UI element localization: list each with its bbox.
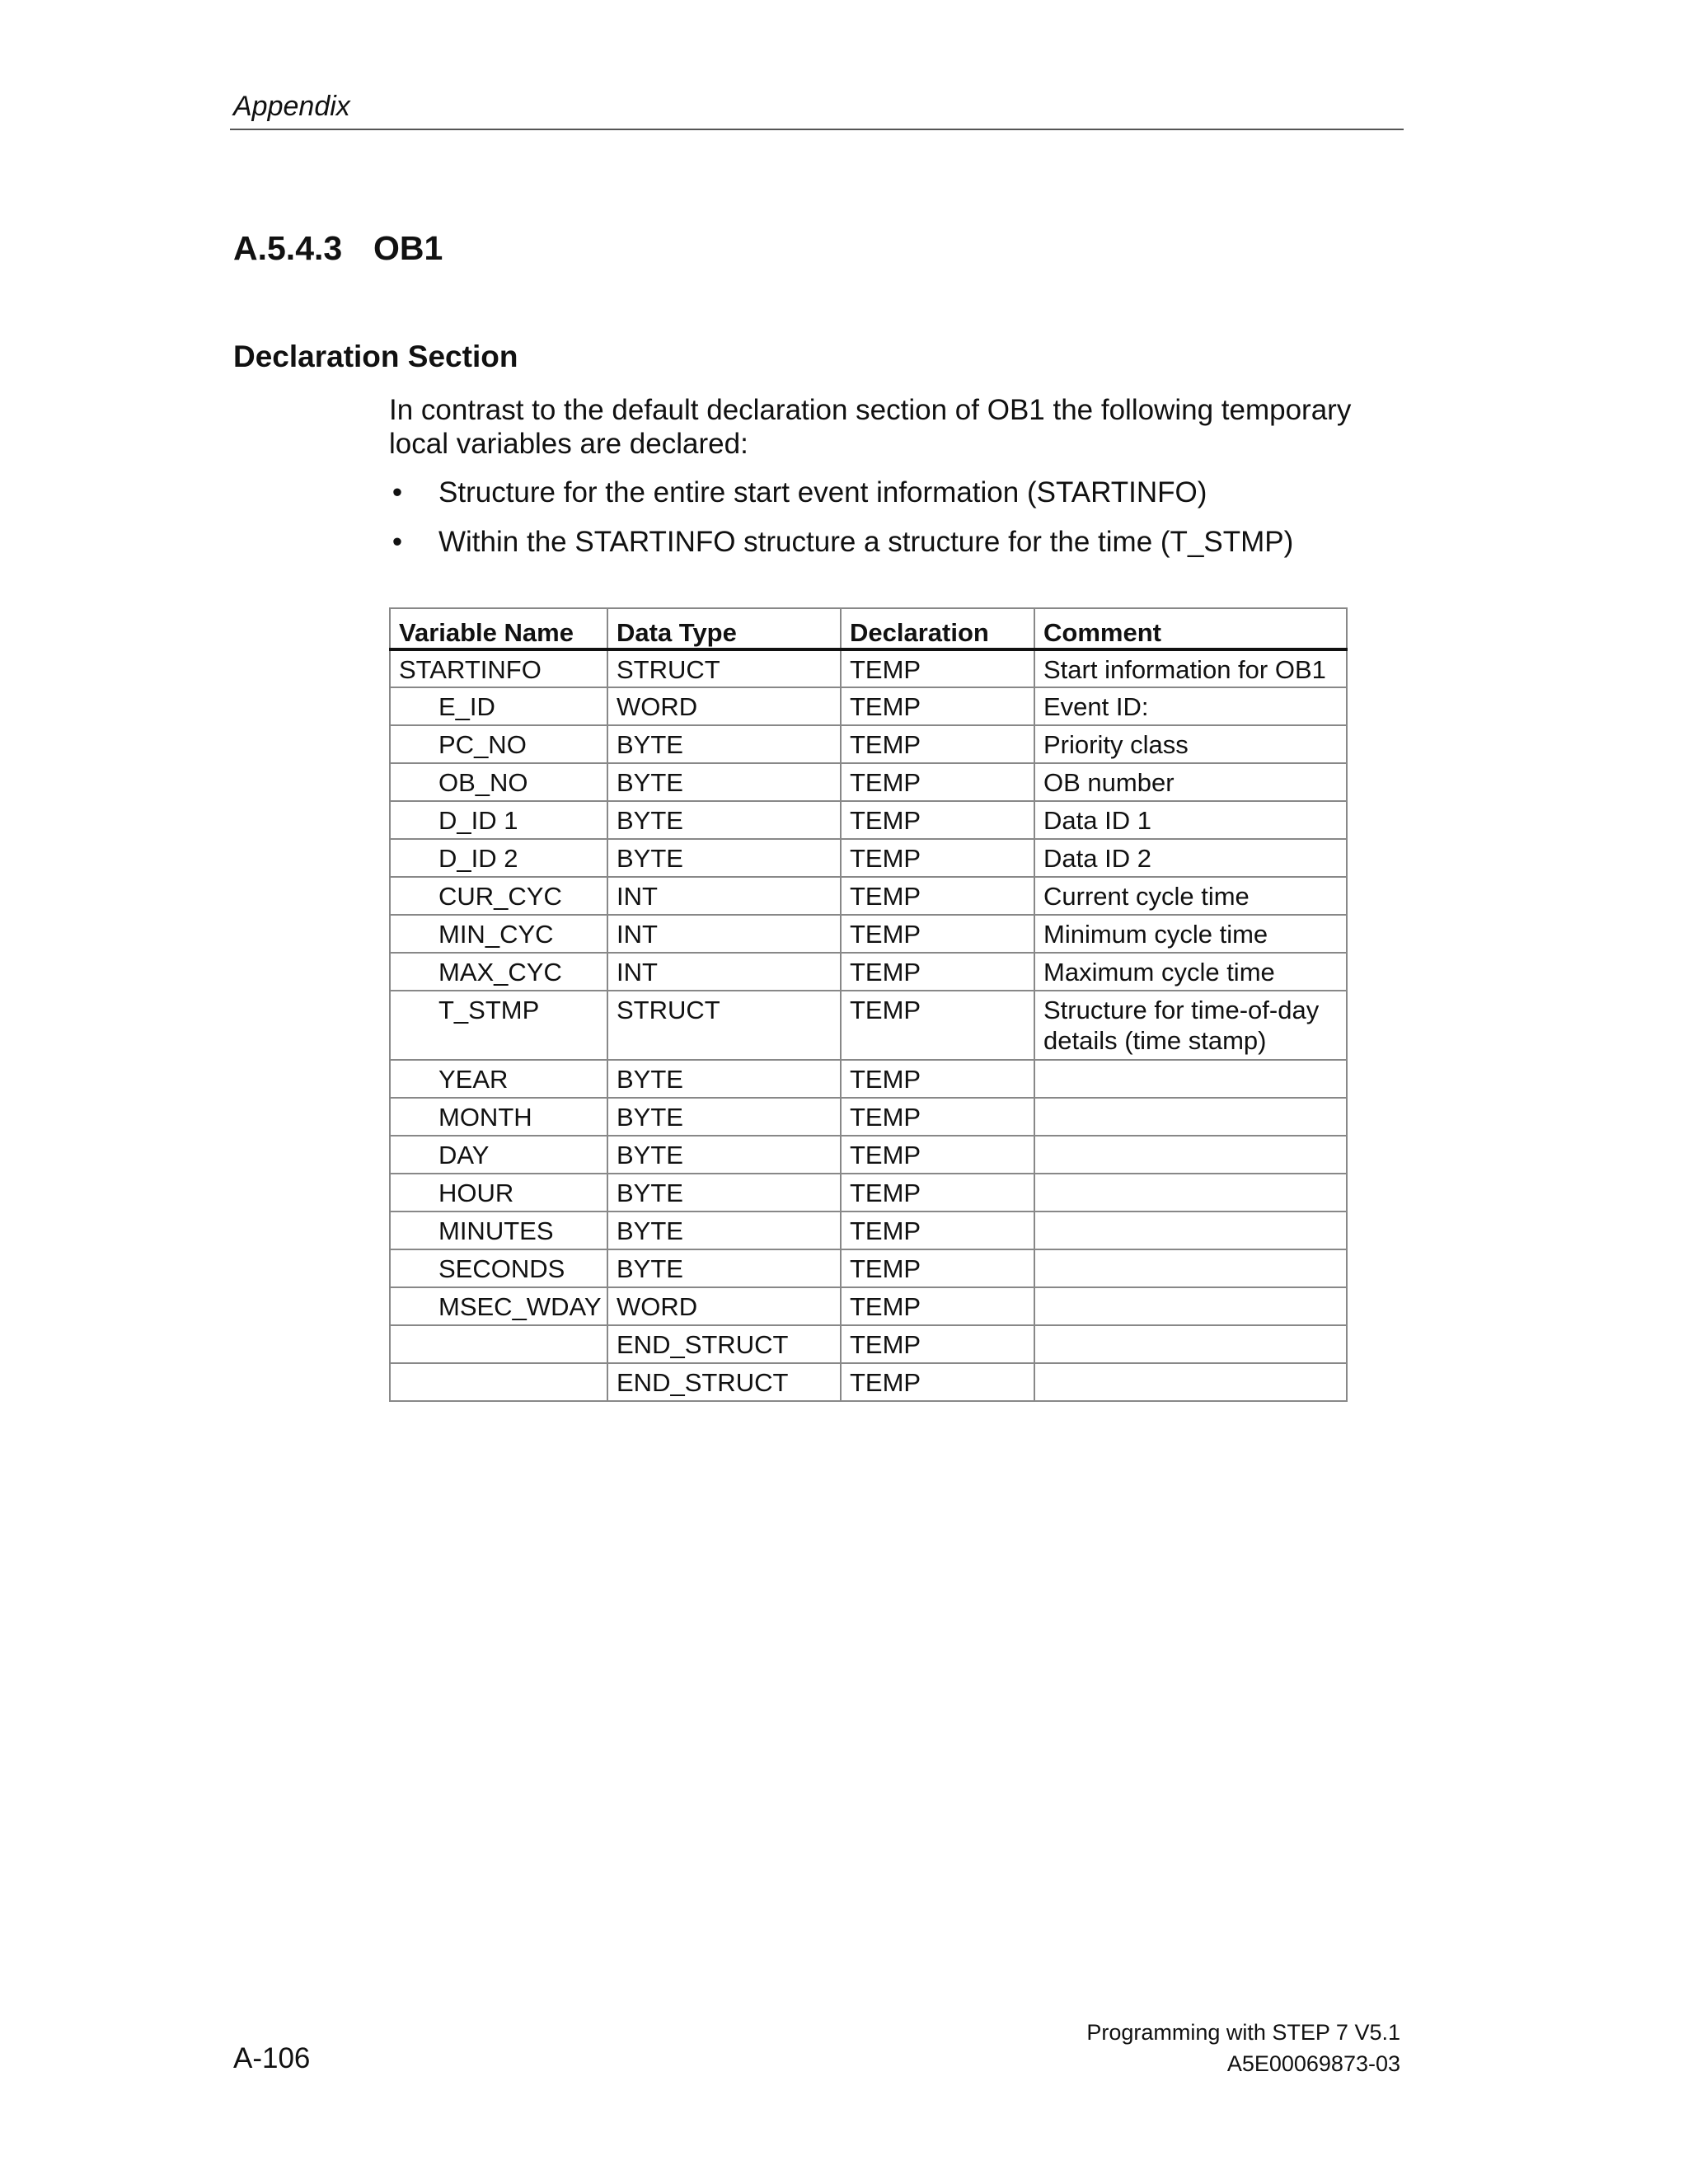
cell-data-type: BYTE — [607, 1060, 841, 1098]
page-number: A-106 — [233, 2042, 311, 2074]
cell-variable-name: MAX_CYC — [390, 953, 607, 991]
cell-data-type: BYTE — [607, 801, 841, 839]
cell-variable-name: DAY — [390, 1136, 607, 1174]
table-row — [390, 1060, 1347, 1098]
cell-comment: Data ID 2 — [1034, 839, 1347, 877]
cell-declaration: TEMP — [841, 991, 1034, 1060]
header-comment: Comment — [1034, 608, 1347, 649]
cell-variable-name: MONTH — [390, 1098, 607, 1136]
cell-data-type: END_STRUCT — [607, 1325, 841, 1363]
table-row — [390, 687, 1347, 725]
header-rule — [230, 129, 1404, 130]
section-title — [233, 229, 443, 268]
cell-variable-name: OB_NO — [390, 763, 607, 801]
cell-data-type: BYTE — [607, 1249, 841, 1287]
subheading: Declaration Section — [233, 340, 518, 373]
intro-paragraph: In contrast to the default declaration section of OB1 the following temporary local variables are declared: — [389, 394, 1352, 460]
table-header-row — [390, 608, 1347, 649]
cell-declaration: TEMP — [841, 1287, 1034, 1325]
table-row — [390, 1363, 1347, 1401]
cell-comment: Priority class — [1034, 725, 1347, 763]
cell-variable-name: D_ID 2 — [390, 839, 607, 877]
cell-comment — [1034, 1212, 1347, 1249]
table-row — [390, 915, 1347, 953]
order-number: A5E00069873-03 — [1226, 2051, 1400, 2076]
cell-variable-name: HOUR — [390, 1174, 607, 1212]
cell-comment — [1034, 1098, 1347, 1136]
table-row — [390, 877, 1347, 915]
table-row — [390, 763, 1347, 801]
cell-comment — [1034, 1174, 1347, 1212]
cell-variable-name — [390, 1325, 607, 1363]
cell-comment — [1034, 1136, 1347, 1174]
table-row — [390, 649, 1347, 687]
cell-declaration: TEMP — [841, 763, 1034, 801]
bullet-icon: • — [392, 526, 403, 558]
table-row — [390, 953, 1347, 991]
cell-declaration: TEMP — [841, 877, 1034, 915]
table-body — [390, 649, 1347, 1401]
cell-comment: Structure for time-of-day details (time stamp) — [1034, 991, 1347, 1060]
header-data-type: Data Type — [607, 608, 841, 649]
running-header: Appendix — [233, 91, 350, 122]
cell-data-type: WORD — [607, 687, 841, 725]
cell-variable-name — [390, 1363, 607, 1401]
cell-data-type: BYTE — [607, 725, 841, 763]
cell-variable-name: T_STMP — [390, 991, 607, 1060]
cell-declaration: TEMP — [841, 953, 1034, 991]
manual-title: Programming with STEP 7 V5.1 — [1086, 2020, 1400, 2045]
header-declaration: Declaration — [841, 608, 1034, 649]
cell-comment — [1034, 1325, 1347, 1363]
section-number: A.5.4.3 — [233, 229, 343, 267]
cell-declaration: TEMP — [841, 1098, 1034, 1136]
bullet-text: Structure for the entire start event information (STARTINFO) — [438, 476, 1207, 509]
cell-declaration: TEMP — [841, 1174, 1034, 1212]
cell-data-type: INT — [607, 877, 841, 915]
cell-comment: Start information for OB1 — [1034, 649, 1347, 687]
cell-comment: Data ID 1 — [1034, 801, 1347, 839]
cell-comment: Event ID: — [1034, 687, 1347, 725]
table-row — [390, 801, 1347, 839]
table-row — [390, 1287, 1347, 1325]
cell-declaration: TEMP — [841, 1363, 1034, 1401]
bullet-icon: • — [392, 476, 403, 509]
cell-comment: Maximum cycle time — [1034, 953, 1347, 991]
bullet-text: Within the STARTINFO structure a structure for the time (T_STMP) — [438, 526, 1294, 558]
cell-data-type: BYTE — [607, 1098, 841, 1136]
cell-variable-name: YEAR — [390, 1060, 607, 1098]
cell-variable-name: SECONDS — [390, 1249, 607, 1287]
cell-data-type: INT — [607, 915, 841, 953]
table-row — [390, 1212, 1347, 1249]
table-row — [390, 839, 1347, 877]
cell-comment — [1034, 1060, 1347, 1098]
cell-data-type: WORD — [607, 1287, 841, 1325]
table-row — [390, 1098, 1347, 1136]
declaration-table — [389, 607, 1348, 1402]
cell-data-type: BYTE — [607, 763, 841, 801]
cell-variable-name: MIN_CYC — [390, 915, 607, 953]
cell-data-type: BYTE — [607, 1212, 841, 1249]
footer-info — [1086, 2017, 1400, 2079]
cell-data-type: STRUCT — [607, 649, 841, 687]
table-row — [390, 1136, 1347, 1174]
cell-data-type: BYTE — [607, 1174, 841, 1212]
cell-variable-name: CUR_CYC — [390, 877, 607, 915]
cell-declaration: TEMP — [841, 1249, 1034, 1287]
cell-declaration: TEMP — [841, 1060, 1034, 1098]
cell-declaration: TEMP — [841, 839, 1034, 877]
table-row — [390, 1325, 1347, 1363]
table-row — [390, 1249, 1347, 1287]
cell-variable-name: MSEC_WDAY — [390, 1287, 607, 1325]
cell-data-type: INT — [607, 953, 841, 991]
cell-variable-name: E_ID — [390, 687, 607, 725]
cell-data-type: STRUCT — [607, 991, 841, 1060]
cell-declaration: TEMP — [841, 725, 1034, 763]
cell-variable-name: STARTINFO — [390, 649, 607, 687]
cell-comment — [1034, 1363, 1347, 1401]
cell-declaration: TEMP — [841, 1325, 1034, 1363]
cell-comment — [1034, 1249, 1347, 1287]
cell-declaration: TEMP — [841, 801, 1034, 839]
section-name: OB1 — [373, 229, 443, 267]
cell-variable-name: PC_NO — [390, 725, 607, 763]
table-row — [390, 991, 1347, 1060]
cell-data-type: END_STRUCT — [607, 1363, 841, 1401]
cell-declaration: TEMP — [841, 1212, 1034, 1249]
cell-data-type: BYTE — [607, 839, 841, 877]
cell-variable-name: MINUTES — [390, 1212, 607, 1249]
cell-comment: Minimum cycle time — [1034, 915, 1347, 953]
cell-declaration: TEMP — [841, 687, 1034, 725]
cell-variable-name: D_ID 1 — [390, 801, 607, 839]
cell-declaration: TEMP — [841, 915, 1034, 953]
table-row — [390, 725, 1347, 763]
cell-comment — [1034, 1287, 1347, 1325]
cell-comment: Current cycle time — [1034, 877, 1347, 915]
cell-data-type: BYTE — [607, 1136, 841, 1174]
cell-comment: OB number — [1034, 763, 1347, 801]
header-variable-name: Variable Name — [390, 608, 607, 649]
cell-declaration: TEMP — [841, 1136, 1034, 1174]
table-row — [390, 1174, 1347, 1212]
cell-declaration: TEMP — [841, 649, 1034, 687]
